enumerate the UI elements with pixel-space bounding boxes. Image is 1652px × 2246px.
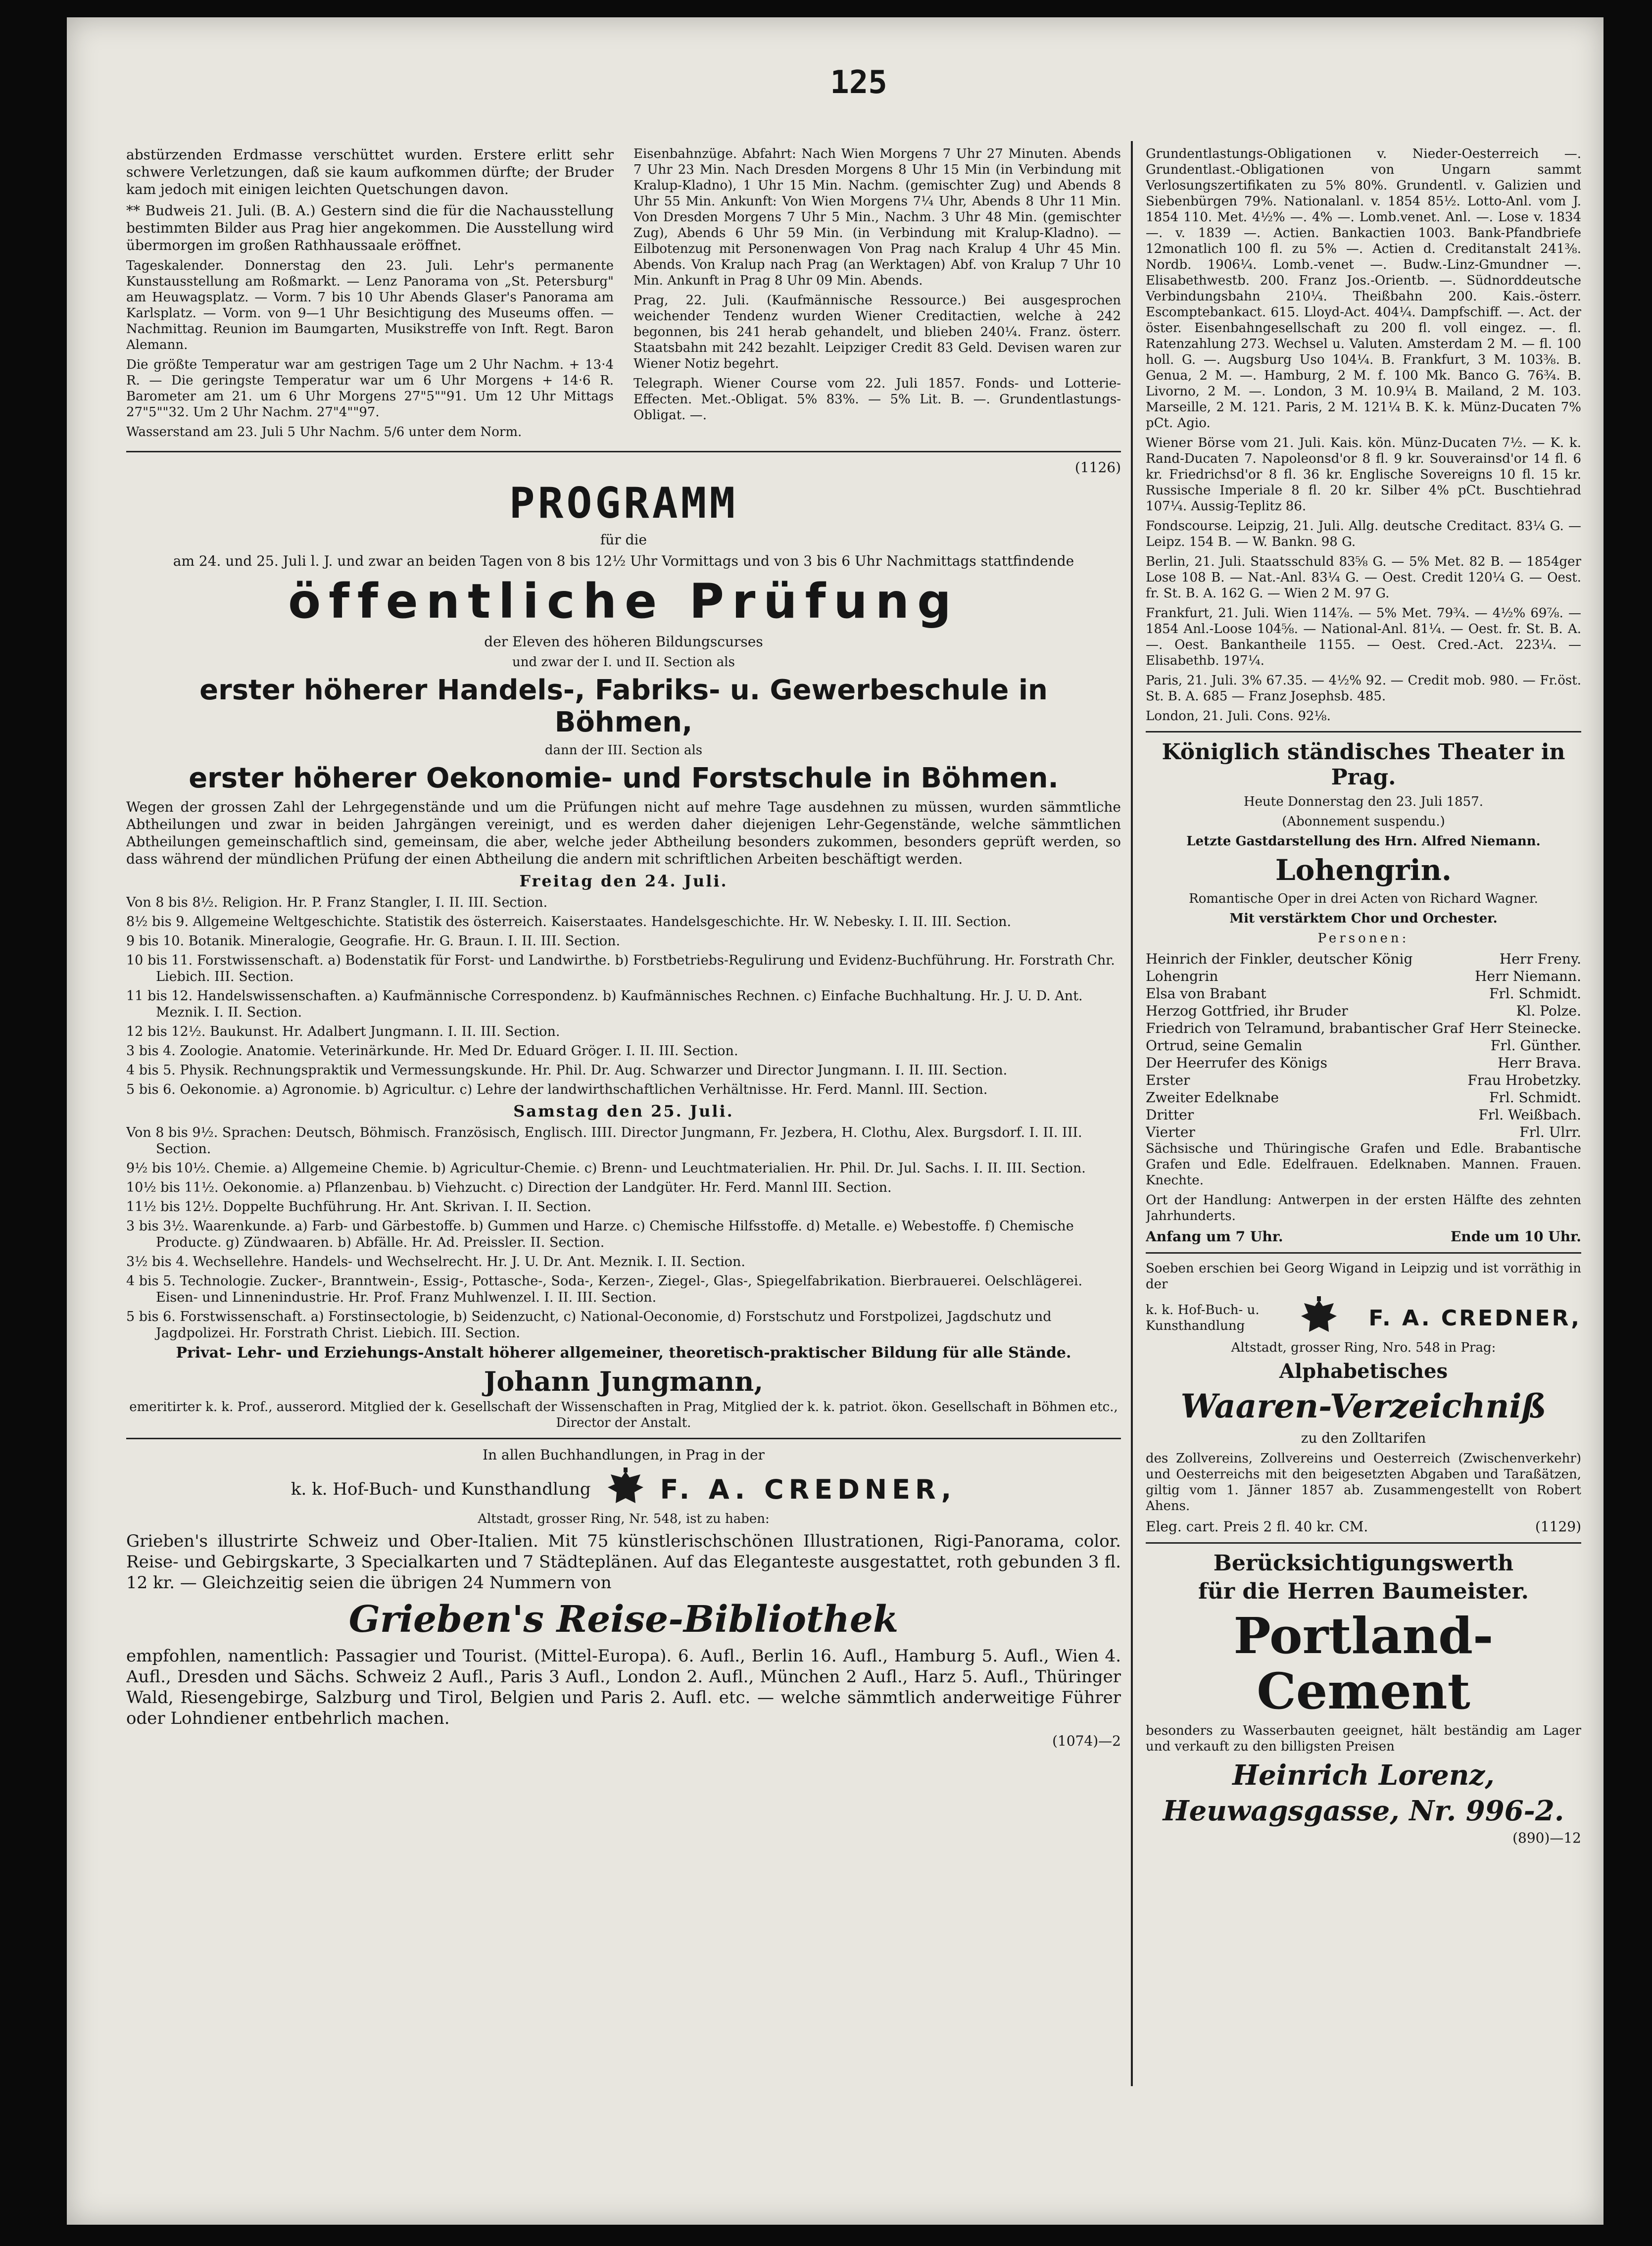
theater-title: Königlich ständisches Theater in Prag. [1162, 739, 1565, 790]
schedule-item: 4 bis 5. Physik. Rechnungspraktik und Vermessungskunde. Hr. Phil. Dr. Aug. Schwarzer und Director Jungmann. I. II. III. Section. [126, 1063, 1008, 1078]
news-paragraph: ** Budweis 21. Juli. (B. A.) Gestern sind die für die Nachausstellung bestimmten Bilder aus Prag hier angekommen. Die Ausstellung wird übermorgen im großen Rathhaussaale eröffnet. [126, 202, 614, 253]
cast-actor: Kl. Polze. [1516, 1003, 1581, 1019]
schedule-item: Von 8 bis 9½. Sprachen: Deutsch, Böhmisch. Französisch, Englisch. IIII. Director Jungmann, Fr. Jezbera, H. Clothu, Alex. Burgsdorf. I. II. III. Section. [126, 1125, 1082, 1157]
temperature-paragraph: Die größte Temperatur war am gestrigen Tage um 2 Uhr Nachm. + 13·4 R. — Die geringste Temperatur war um 6 Uhr Morgens + 14·6 R. Barometer am 21. um 6 Uhr Morgens 27"5""91. Um 12 Uhr Mittags 27"5""32. Um 2 Uhr Nachm. 27"4""97. [126, 357, 614, 420]
firm-address: Altstadt, grosser Ring, Nro. 548 in Prag: [1231, 1340, 1496, 1355]
firm-prefix: k. k. Hof-Buch- und Kunsthandlung [291, 1479, 591, 1499]
cement-ad [1146, 1551, 1581, 1846]
cast-row [1146, 1020, 1581, 1037]
column-divider [1131, 141, 1133, 2086]
schedule-item: 11½ bis 12½. Doppelte Buchführung. Hr. Ant. Skrivan. I. II. Section. [126, 1199, 591, 1215]
start-time: Anfang um 7 Uhr. [1146, 1228, 1283, 1245]
exchange-paragraph: Prag, 22. Juli. (Kaufmännische Ressource.) Bei ausgesprochen weichender Tendenz wurden Wiener Creditactien, welche à 242 begonnen, bis 241 herab gehandelt, und blieben 240¼. Franz. österr. Staatsbahn mit 242 bezahlt. Leipziger Credit 83 Geld. Devisen waren zur Wiener Notiz begehrt. [633, 293, 1121, 371]
stock-paragraph: London, 21. Juli. Cons. 92⅛. [1146, 709, 1331, 724]
stock-paragraph: Wiener Börse vom 21. Juli. Kais. kön. Münz-Ducaten 7½. — K. k. Rand-Ducaten 7. Napoleonsd'or 8 fl. 9 kr. Souverainsd'or 14 fl. 6 kr. Friedrichsd'or 8 fl. 36 kr. Englische Sovereigns 10 fl. 15 kr. Russische Imperiale 8 fl. 20 kr. Silber 4% pCt. Buschtiehrad 107¼. Aussig-Teplitz 86. [1146, 436, 1581, 514]
schedule-item: 4 bis 5. Technologie. Zucker-, Branntwein-, Essig-, Pottasche-, Soda-, Kerzen-, Ziegel-, Glas-, Spiegelfabrikation. Bierbrauerei. Oelschlägerei. Eisen- und Linnenindustrie. Hr. Prof. Franz Muhlwenzel. I. II. III. Section. [126, 1273, 1083, 1305]
personen-heading: Personen: [1317, 931, 1409, 946]
cast-role: Herzog Gottfried, ihr Bruder [1146, 1003, 1348, 1019]
cast-row [1146, 1037, 1581, 1054]
cement-seller: Heinrich Lorenz, [1232, 1759, 1495, 1792]
grieben-intro: In allen Buchhandlungen, in Prag in der [483, 1447, 765, 1463]
school-2: erster höherer Oekonomie- und Forstschule in Böhmen. [189, 762, 1059, 794]
waaren-to: zu den Zolltarifen [1301, 1430, 1426, 1446]
waaren-alpha: Alphabetisches [1279, 1360, 1448, 1383]
schedule-item: 3 bis 3½. Waarenkunde. a) Farb- und Gärbestoffe. b) Gummen und Harze. c) Chemische Hilfsstoffe. d) Metalle. e) Webestoffe. f) Chemische Producte. g) Zündwaaren. b) Abfälle. Hr. Ad. Preissler. II. Section. [126, 1219, 1074, 1250]
waaren-title: Waaren-Verzeichniß [1180, 1387, 1547, 1425]
cast-row [1146, 950, 1581, 968]
stock-paragraph: Grundentlastungs-Obligationen v. Nieder-Oesterreich —. Grundentlast.-Obligationen von Ungarn sammt Verlosungszertifikaten zu 5% 80%. Grundentl. v. Galizien und Siebenbürgen 79%. Nationalanl. v. 1854 85½. Lotto-Anl. vom J. 1854 110. Met. 4½% —. 4% —. Lomb.venet. Anl. —. Lose v. 1834 —. v. 1839 —. Actien. Bankactien 1003. Bank-Pfandbriefe 12monatlich 100 fl. zu 5% —. Actien d. Creditanstalt 241⅜. Nordb. 1906¼. Lomb.-venet —. Budw.-Linz-Gmundner —. Elisabethwestb. 200. Franz Jos.-Orientb. —. Südnorddeutsche Verbindungsbahn 210¼. Theißbahn 200. Kais.-österr. Escomptebankact. 615. Lloyd-Act. 404¼. Dampfschiff. —. Act. der öster. Eisenbahngesellschaft zu 200 fl. voll eingez. —. fl. Ratenzahlung 273. Wechsel u. Valuten. Amsterdam 2 M. — fl. 100 holl. G. —. Augsburg Uso 104¼. B. Frankfurt, 3 M. 103⅜. B. Genua, 2 M. —. Hamburg, 2 M. f. 100 Mk. Banco G. 76¾. B. Livorno, 2 M. —. London, 3 M. 10.9¼ B. Mailand, 2 M. 103. Marseille, 2 M. 121. Paris, 2 M. 121¼ B. K. k. Münz-Ducaten 7% pCt. Agio. [1146, 146, 1581, 431]
cast-role: Vierter [1146, 1124, 1195, 1140]
cast-row [1146, 1089, 1581, 1106]
ad-number: (890)—12 [1512, 1830, 1581, 1846]
cast-actor: Herr Steinecke. [1469, 1020, 1581, 1036]
programm-sections-a: und zwar der I. und II. Section als [512, 655, 735, 670]
cast-list [1146, 950, 1581, 1141]
theater-ad [1146, 739, 1581, 1245]
cement-heading-2: für die Herren Baumeister. [1198, 1579, 1529, 1604]
programm-eleven: der Eleven des höheren Bildungscurses [484, 634, 763, 650]
cast-row [1146, 985, 1581, 1002]
cement-title: Portland-Cement [1233, 1607, 1494, 1720]
opera-subtitle: Romantische Oper in drei Acten von Richard Wagner. [1189, 891, 1538, 906]
calendar-paragraph: Tageskalender. Donnerstag den 23. Juli. Lehr's permanente Kunstausstellung am Roßmarkt. — Lenz Panorama von „St. Petersburg" am Heuwagsplatz. — Vorm. 7 bis 10 Uhr Abends Glaser's Panorama am Karlsplatz. — Vorm. von 9—1 Uhr Besichtigung des Museums offen. — Nachmittag. Reunion im Baumgarten, Musikstreffe von Inft. Regt. Baron Alemann. [126, 258, 614, 352]
schedule-item: 10½ bis 11½. Oekonomie. a) Pflanzenbau. b) Viehzucht. c) Direction der Landgüter. Hr. Ferd. Mannl III. Section. [126, 1180, 892, 1195]
schedule-item: 5 bis 6. Forstwissenschaft. a) Forstinsectologie, b) Seidenzucht, c) National-Oeconomie, d) Forstschutz und Forstpolizei, Jagdschutz und Jagdpolizei. Hr. Forstrath Christ. Liebich. III. Section. [126, 1309, 1052, 1341]
place-line: Ort der Handlung: Antwerpen in der ersten Hälfte des zehnten Jahrhunderts. [1146, 1193, 1581, 1223]
grieben-body: Grieben's illustrirte Schweiz und Ober-Italien. Mit 75 künstlerischschönen Illustrationen, Rigi-Panorama, color. Reise- und Gebirgskarte, 3 Specialkarten und 7 Städteplänen. Auf das Eleganteste ausgestattet, roth gebunden 3 fl. 12 kr. — Gleichzeitig seien die übrigen 24 Nummern von [126, 1531, 1121, 1593]
railway-paragraph: Eisenbahnzüge. Abfahrt: Nach Wien Morgens 7 Uhr 27 Minuten. Abends 7 Uhr 23 Min. Nach Dresden Morgens 8 Uhr 15 Min (in Verbindung mit Kralup-Kladno), 1 Uhr 15 Min. Nachm. (gemischter Zug) und Abends 8 Uhr 55 Min. Ankunft: Von Wien Morgens 7¼ Uhr, Abends 8 Uhr 11 Min. Von Dresden Morgens 7 Uhr 5 Min., Nachm. 3 Uhr 48 Min. (gemischter Zug), Abends 6 Uhr 59 Min. (in Verbindung mit Kralup-Kladno). — Eilbotenzug mit Personenwagen Von Prag nach Kralup 4 Uhr 45 Min. Abends. Von Kralup nach Prag (an Werktagen) Abf. von Kralup 7 Uhr 10 Min. Ankunft in Prag 8 Uhr 09 Min. Abends. [633, 146, 1121, 288]
divider [126, 451, 1121, 452]
divider [126, 1438, 1121, 1439]
cast-actor: Frl. Ulrr. [1519, 1124, 1581, 1140]
day-heading: Samstag den 25. Juli. [513, 1102, 734, 1121]
stock-paragraph: Frankfurt, 21. Juli. Wien 114⅞. — 5% Met. 79¾. — 4½% 69⅞. — 1854 Anl.-Loose 104⅝. — National-Anl. 81¼. — Oest. fr. St. B. A. —. Oest. Bankantheile 1155. — Oest. Cred.-Act. 223¼. — Elisabethb. 197¼. [1146, 606, 1581, 668]
programm-explanation: Wegen der grossen Zahl der Lehrgegenstände und um die Prüfungen nicht auf mehre Tage ausdehnen zu müssen, wurden sämmtliche Abtheilungen und zwar in beiden Jahrgängen vereinigt, und es werden daher diejenigen Lehr-Gegenstände, welche sämmtlichen Abtheilungen gemeinschaftlich sind, gemeinsam, die aber, welche jeder Abtheilung besonders zukommen, besonders geprüft werden, so dass während der mündlichen Prüfung der einen Abtheilung die andern mit schriftlichen Arbeiten beschäftigt werden. [126, 799, 1121, 867]
schedule-item: 11 bis 12. Handelswissenschaften. a) Kaufmännische Correspondenz. b) Kaufmännisches Rechnen. c) Einfache Buchhaltung. Hr. J. U. D. Ant. Meznik. I. II. Section. [126, 988, 1083, 1020]
page-number: 125 [830, 64, 887, 101]
waaren-body: des Zollvereins, Zollvereins und Oesterreich (Zwischenverkehr) und Oesterreichs mit den beigesetzten Abgaben und Taraßätzen, giltig vom 1. Jänner 1857 ab. Zusammengestellt von Robert Ahens. [1146, 1451, 1581, 1514]
waaren-ad [1146, 1261, 1581, 1535]
institute-line: Privat- Lehr- und Erziehungs-Anstalt höherer allgemeiner, theoretisch-praktischer Bildung für alle Stände. [176, 1344, 1071, 1362]
cast-actor: Frl. Schmidt. [1489, 1089, 1581, 1106]
programm-intro: am 24. und 25. Juli l. J. und zwar an beiden Tagen von 8 bis 12½ Uhr Vormittags und von 3 bis 6 Uhr Nachmittags stattfindende [173, 553, 1074, 569]
cast-role: Heinrich der Finkler, deutscher König [1146, 951, 1413, 967]
programm-sections-b: dann der III. Section als [544, 743, 703, 758]
chorus-line: Sächsische und Thüringische Grafen und Edle. Brabantische Grafen und Edle. Edelfrauen. Edelknaben. Mannen. Frauen. Knechte. [1146, 1141, 1581, 1188]
telegraph-paragraph: Telegraph. Wiener Course vom 22. Juli 1857. Fonds- und Lotterie-Effecten. Met.-Obligat. 5% 83%. — 5% Lit. B. —. Grundentlastungs-Obligat. —. [633, 376, 1121, 423]
opera-subtitle-2: Mit verstärktem Chor und Orchester. [1229, 911, 1498, 926]
cast-actor: Herr Niemann. [1475, 968, 1581, 984]
firm-address: Altstadt, grosser Ring, Nr. 548, ist zu haben: [478, 1512, 770, 1526]
cast-row [1146, 1054, 1581, 1072]
divider [1146, 731, 1581, 732]
opera-title: Lohengrin. [1275, 853, 1452, 887]
divider [1146, 1542, 1581, 1544]
cast-actor: Herr Brava. [1498, 1055, 1581, 1071]
time-row [1146, 1228, 1581, 1245]
schedule-item: Von 8 bis 8½. Religion. Hr. P. Franz Stangler, I. II. III. Section. [126, 895, 548, 910]
cast-actor: Frl. Günther. [1490, 1037, 1581, 1054]
waaren-intro: Soeben erschien bei Georg Wigand in Leipzig und ist vorräthig in der [1146, 1261, 1581, 1292]
newspaper-page [67, 17, 1603, 2225]
schedule-item: 12 bis 12½. Baukunst. Hr. Adalbert Jungmann. I. II. III. Section. [126, 1024, 560, 1039]
schedule-item: 3 bis 4. Zoologie. Anatomie. Veterinärkunde. Hr. Med Dr. Eduard Gröger. I. II. III. Section. [126, 1043, 738, 1059]
cast-row [1146, 968, 1581, 985]
schedule-day2 [126, 1124, 1121, 1341]
day-heading: Freitag den 24. Juli. [519, 872, 728, 890]
credner-line [126, 1467, 1121, 1511]
schedule-item: 9½ bis 10½. Chemie. a) Allgemeine Chemie. b) Agricultur-Chemie. c) Brenn- und Leuchtmaterialien. Hr. Phil. Dr. Jul. Sachs. I. II. III. Section. [126, 1161, 1086, 1176]
cement-heading-1: Berücksichtigungswerth [1213, 1551, 1514, 1576]
schedule-day1 [126, 894, 1121, 1098]
cast-role: Ortrud, seine Gemalin [1146, 1037, 1303, 1054]
cast-role: Elsa von Brabant [1146, 985, 1266, 1002]
firm-prefix: k. k. Hof-Buch- u. Kunsthandlung [1146, 1303, 1260, 1333]
theater-guest: Letzte Gastdarstellung des Hrn. Alfred Niemann. [1186, 834, 1541, 849]
theater-date: Heute Donnerstag den 23. Juli 1857. [1243, 794, 1484, 809]
signature-title: emeritirter k. k. Prof., ausserord. Mitglied der k. Gesellschaft der Wissenschaften in Prag, Mitglied der k. k. patriot. ökon. Gesellschaft in Böhmen etc., Director der Anstalt. [129, 1400, 1118, 1430]
grieben-title: Grieben's Reise-Bibliothek [348, 1598, 899, 1641]
cement-address: Heuwagsgasse, Nr. 996-2. [1163, 1795, 1564, 1827]
waaren-credner [1146, 1296, 1581, 1340]
cast-role: Lohengrin [1146, 968, 1218, 984]
signature: Johann Jungmann, [484, 1366, 764, 1397]
news-block [126, 146, 1121, 444]
ad-number: (1129) [1535, 1518, 1581, 1535]
divider [1146, 1252, 1581, 1254]
cast-actor: Frau Hrobetzky. [1467, 1072, 1581, 1088]
cast-role: Erster [1146, 1072, 1190, 1088]
grieben-list: empfohlen, namentlich: Passagier und Tourist. (Mittel-Europa). 6. Aufl., Berlin 16. Aufl., Hamburg 5. Aufl., Wien 4. Aufl., Dresden und Sächs. Schweiz 2 Aufl., Paris 3 Aufl., London 2. Aufl., München 2 Aufl., Harz 5. Aufl., Thüringer Wald, Riesengebirge, Salzburg und Tirol, Belgien und Paris 2. Aufl. etc. — welche sämmtlich anderweitige Führer oder Lohndiener entbehrlich machen. [126, 1646, 1121, 1728]
water-level-paragraph: Wasserstand am 23. Juli 5 Uhr Nachm. 5/6 unter dem Norm. [126, 425, 522, 439]
programm-ad [126, 459, 1121, 1431]
price-row [1146, 1518, 1581, 1535]
cement-body: besonders zu Wasserbauten geeignet, hält beständig am Lager und verkauft zu den billigsten Preisen [1146, 1723, 1581, 1754]
news-left [126, 146, 614, 444]
cast-row [1146, 1123, 1581, 1141]
cast-role: Zweiter Edelknabe [1146, 1089, 1279, 1106]
schedule-item: 9 bis 10. Botanik. Mineralogie, Geografie. Hr. G. Braun. I. II. III. Section. [126, 933, 621, 949]
school-1: erster höherer Handels-, Fabriks- u. Gewerbeschule in Böhmen, [199, 674, 1048, 738]
end-time: Ende um 10 Uhr. [1451, 1228, 1581, 1245]
cast-role: Friedrich von Telramund, brabantischer Graf [1146, 1020, 1463, 1036]
programm-headline: öffentliche Prüfung [288, 574, 959, 629]
cast-role: Der Heerrufer des Königs [1146, 1055, 1327, 1071]
cast-row [1146, 1002, 1581, 1020]
double-eagle-icon [606, 1467, 645, 1511]
schedule-item: 8½ bis 9. Allgemeine Weltgeschichte. Statistik des österreich. Kaiserstaates. Handelsgeschichte. Hr. W. Nebesky. I. II. III. Section. [126, 914, 1012, 929]
cast-actor: Herr Freny. [1499, 951, 1581, 967]
cast-row [1146, 1106, 1581, 1123]
news-right [633, 146, 1121, 444]
cast-role: Dritter [1146, 1107, 1194, 1123]
ad-number: (1074)—2 [1052, 1733, 1121, 1749]
right-column [1146, 146, 1581, 1846]
cast-actor: Frl. Weißbach. [1478, 1107, 1581, 1123]
double-eagle-icon [1299, 1296, 1339, 1340]
stock-paragraph: Fondscourse. Leipzig, 21. Juli. Allg. deutsche Creditact. 83¼ G. — Leipz. 154 B. — W. Bankn. 98 G. [1146, 519, 1581, 549]
waaren-price: Eleg. cart. Preis 2 fl. 40 kr. CM. [1146, 1518, 1368, 1535]
grieben-ad [126, 1446, 1121, 1749]
schedule-item: 10 bis 11. Forstwissenschaft. a) Bodenstatik für Forst- und Landwirthe. b) Forstbetriebs-Regulirung und Evidenz-Buchführung. Hr. Forstrath Chr. Liebich. III. Section. [126, 953, 1115, 984]
cast-row [1146, 1072, 1581, 1089]
ad-number: (1126) [1074, 459, 1121, 476]
stock-paragraph: Berlin, 21. Juli. Staatsschuld 83⅝ G. — 5% Met. 82 B. — 1854ger Lose 108 B. — Nat.-Anl. 83¼ G. — Oest. Credit 120¼ G. — Oest. fr. St. B. A. 162 G. — Wien 2 M. 97 G. [1146, 554, 1581, 601]
firm-name: F. A. CREDNER, [660, 1473, 957, 1505]
schedule-item: 3½ bis 4. Wechsellehre. Handels- und Wechselrecht. Hr. J. U. Dr. Ant. Meznik. I. II. Section. [126, 1254, 745, 1269]
news-paragraph: abstürzenden Erdmasse verschüttet wurden. Erstere erlitt sehr schwere Verletzungen, daß sie kaum aufkommen dürfte; der Bruder kam jedoch mit einigen leichten Quetschungen davon. [126, 146, 614, 197]
stock-paragraph: Paris, 21. Juli. 3% 67.35. — 4½% 92. — Credit mob. 980. — Fr.öst. St. B. A. 685 — Franz Josephsb. 485. [1146, 673, 1581, 704]
schedule-item: 5 bis 6. Oekonomie. a) Agronomie. b) Agricultur. c) Lehre der landwirthschaftlichen Verhältnisse. Hr. Ferd. Mannl. III. Section. [126, 1082, 988, 1097]
programm-fuer: für die [600, 532, 647, 548]
firm-name: F. A. CREDNER, [1368, 1305, 1581, 1331]
programm-title: PROGRAMM [509, 479, 738, 528]
cast-actor: Frl. Schmidt. [1489, 985, 1581, 1002]
left-column [126, 146, 1121, 1749]
theater-abo: (Abonnement suspendu.) [1282, 814, 1445, 829]
